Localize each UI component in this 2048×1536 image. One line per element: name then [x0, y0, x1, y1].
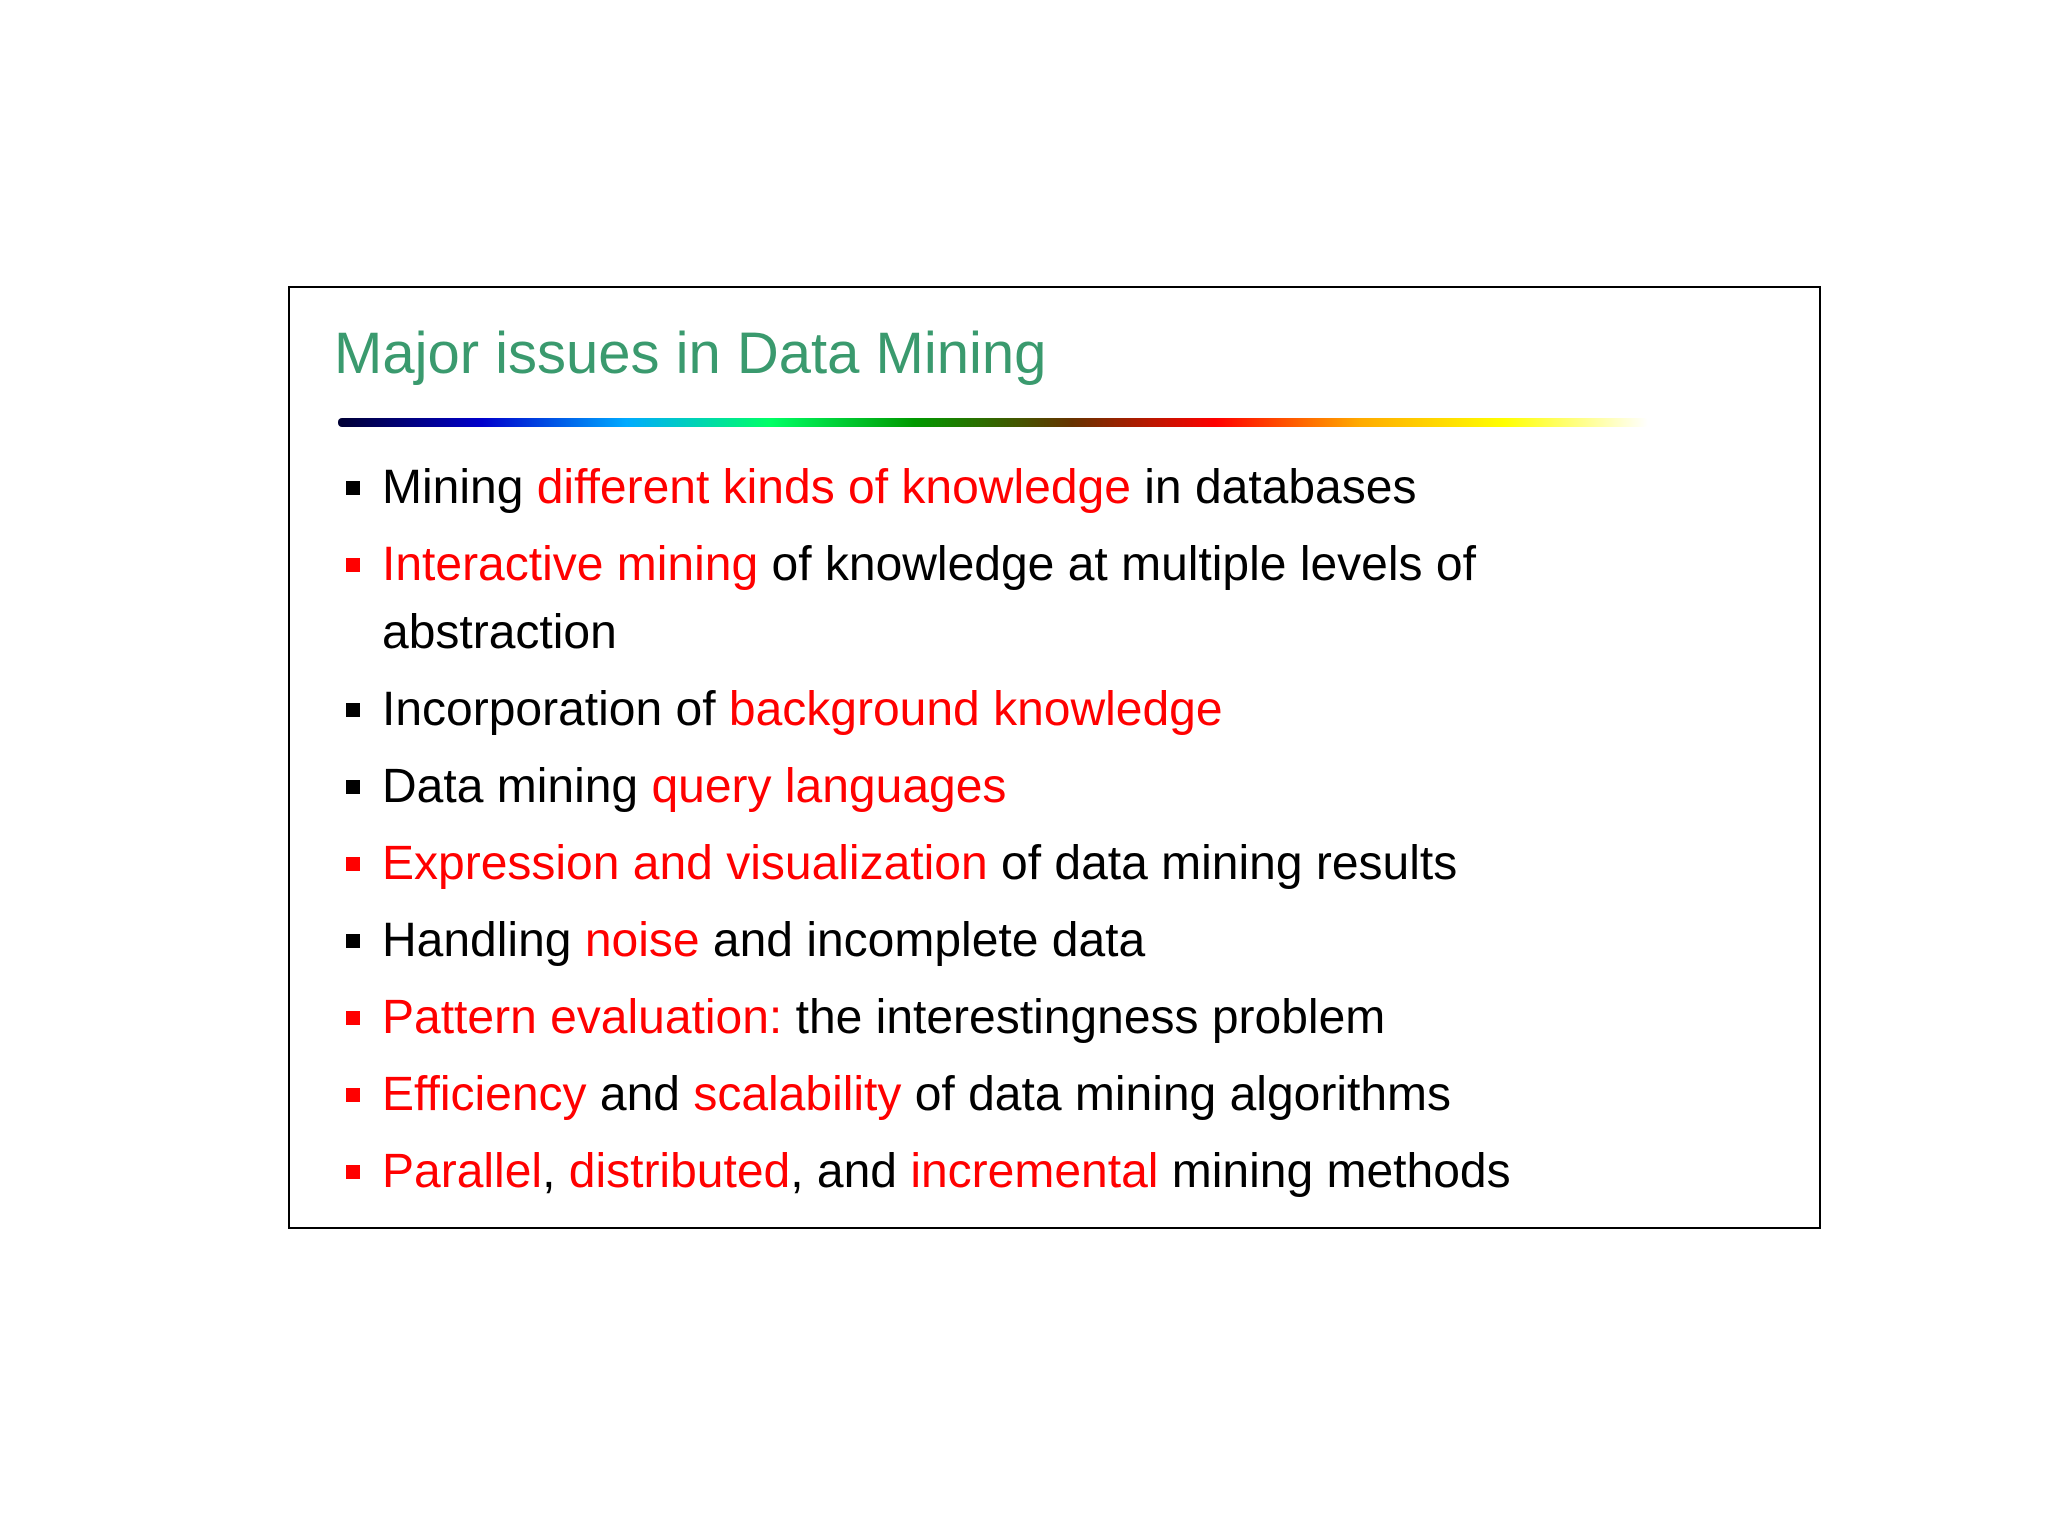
- square-bullet-icon: [346, 703, 360, 717]
- bullet-item: [346, 531, 1602, 667]
- bullet-text: Incorporation of: [382, 683, 729, 736]
- bullet-item: [346, 753, 1766, 821]
- highlighted-text: different kinds of knowledge: [536, 461, 1131, 514]
- bullet-item: [346, 1061, 1766, 1129]
- highlighted-text: incremental: [910, 1145, 1159, 1198]
- bullet-text: of knowledge at multiple levels of abstraction: [382, 538, 1490, 659]
- highlighted-text: Pattern evaluation:: [382, 991, 783, 1044]
- bullet-text: ,: [542, 1145, 569, 1198]
- slide-title: Major issues in Data Mining: [334, 321, 1047, 386]
- bullet-item: [346, 454, 1766, 522]
- highlighted-text: Interactive mining: [382, 538, 759, 591]
- square-bullet-icon: [346, 481, 360, 495]
- bullet-list: [346, 454, 1766, 1215]
- square-bullet-icon: [346, 934, 360, 948]
- highlighted-text: query languages: [651, 760, 1007, 813]
- bullet-text: Mining: [382, 461, 537, 514]
- highlighted-text: scalability: [693, 1068, 902, 1121]
- bullet-text: of data mining algorithms: [901, 1068, 1451, 1121]
- highlighted-text: Efficiency: [382, 1068, 587, 1121]
- square-bullet-icon: [346, 1088, 360, 1102]
- highlighted-text: background knowledge: [728, 683, 1223, 736]
- highlighted-text: Parallel: [382, 1145, 543, 1198]
- bullet-item: [346, 907, 1766, 975]
- bullet-item: [346, 676, 1766, 744]
- slide-frame: [288, 286, 1821, 1229]
- highlighted-text: distributed: [568, 1145, 791, 1198]
- highlighted-text: noise: [584, 914, 700, 967]
- bullet-text: of data mining results: [987, 837, 1458, 890]
- bullet-item: [346, 1138, 1766, 1206]
- bullet-text: , and: [790, 1145, 911, 1198]
- bullet-text: mining methods: [1158, 1145, 1511, 1198]
- rainbow-title-underline: [338, 418, 1648, 427]
- square-bullet-icon: [346, 1165, 360, 1179]
- bullet-text: the interestingness problem: [782, 991, 1386, 1044]
- highlighted-text: Expression and visualization: [382, 837, 988, 890]
- bullet-item: [346, 984, 1766, 1052]
- square-bullet-icon: [346, 558, 360, 572]
- bullet-text: Handling: [382, 914, 585, 967]
- bullet-text: and: [586, 1068, 694, 1121]
- square-bullet-icon: [346, 780, 360, 794]
- square-bullet-icon: [346, 1011, 360, 1025]
- bullet-item: [346, 830, 1766, 898]
- square-bullet-icon: [346, 857, 360, 871]
- bullet-text: Data mining: [382, 760, 652, 813]
- bullet-text: and incomplete data: [699, 914, 1146, 967]
- bullet-text: in databases: [1130, 461, 1417, 514]
